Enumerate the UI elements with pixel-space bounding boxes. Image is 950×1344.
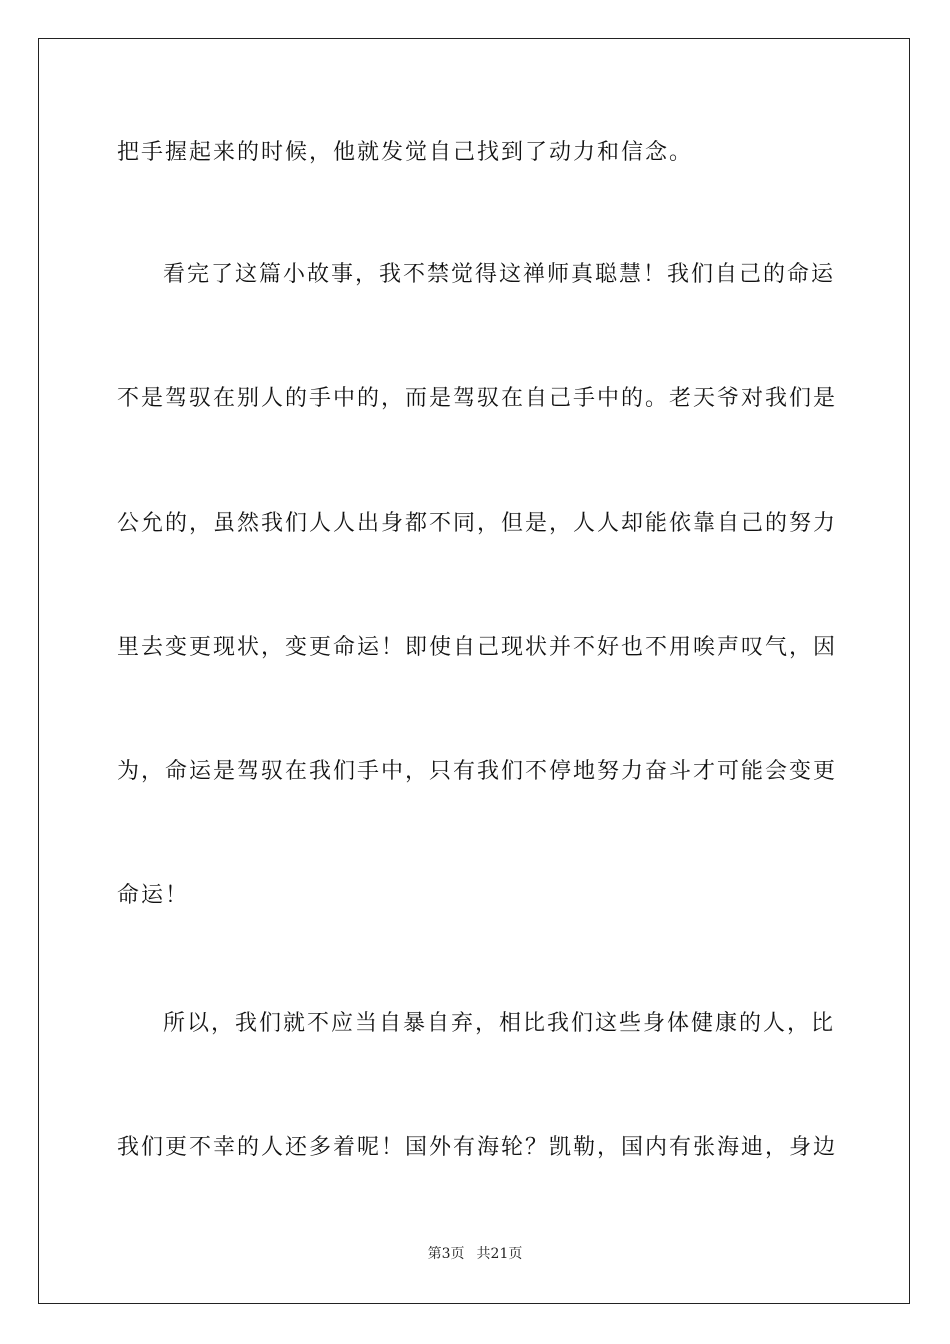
- text-line: 把手握起来的时候，他就发觉自己找到了动力和信念。: [117, 140, 694, 165]
- text-line: 公允的，虽然我们人人出身都不同，但是，人人却能依靠自己的努力: [117, 511, 838, 536]
- text-line: 所以，我们就不应当自暴自弃，相比我们这些身体健康的人，比: [163, 1011, 836, 1036]
- text-line: 看完了这篇小故事，我不禁觉得这禅师真聪慧！我们自己的命运: [163, 262, 836, 287]
- text-line: 我们更不幸的人还多着呢！国外有海轮？凯勒，国内有张海迪，身边: [117, 1135, 838, 1160]
- page-count: 共21页: [476, 1246, 523, 1262]
- text-line: 为，命运是驾驭在我们手中，只有我们不停地努力奋斗才可能会变更: [117, 759, 838, 784]
- text-line: 命运！: [117, 883, 190, 908]
- page-border: [38, 38, 910, 1304]
- page-number: 第3页: [427, 1246, 465, 1262]
- text-line: 不是驾驭在别人的手中的，而是驾驭在自己手中的。老天爷对我们是: [117, 386, 838, 411]
- text-line: 里去变更现状，变更命运！即使自己现状并不好也不用唉声叹气，因: [117, 635, 838, 660]
- page-footer: [0, 1244, 950, 1264]
